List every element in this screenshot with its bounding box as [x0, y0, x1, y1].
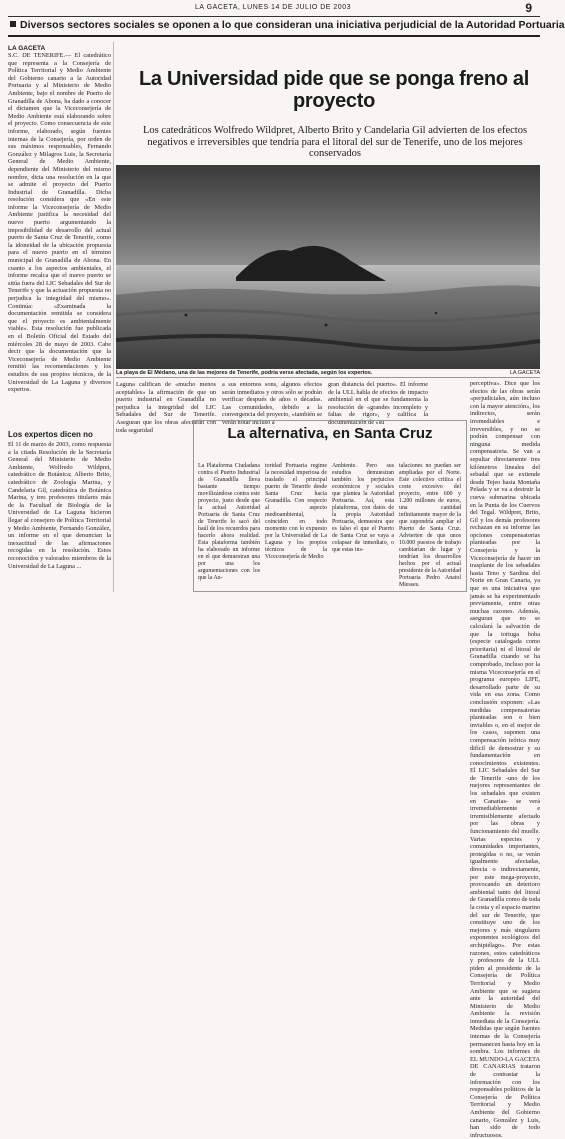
page-folio	[0, 1, 546, 16]
newspaper-date-header: LA GACETA, LUNES 14 DE JULIO DE 2003	[195, 4, 351, 11]
left-column-body-2: El 11 de marzo de 2003, como respuesta a la citada Resolución de la Secretaría General del Ministerio de Medio Ambiente, Wolfredo Wildpret, catedrático de Botánica; Alberto Brito, catedrático de Zoología Marina, y Candelaria Gil, catedrática de Botánica Marina, y tres profesores titulares más de la Facultad de Biología de la Universidad de La Laguna hicieron llegar al consejero de Política Territorial y Medio Ambiente, Fernando González, un informe en el que denuncian la inexactitud de las afirmaciones recogidas en la resolución. Estos reconocidos y valorados miembros de la Universidad de La Laguna ...	[8, 441, 111, 570]
section-kicker	[8, 19, 565, 37]
caption-text: La playa de El Médano, una de las mejores de Tenerife, podría verse afectada, según los expertos.	[116, 370, 373, 376]
left-column	[8, 45, 111, 593]
mid-column-2: a sus entornos sons, algunos efectos serán inmediatos y otros sólo se podrán verificar después de años o décadas. Las comunidades, debido a la convergencia del proyecto, «también se verán notar incluso a	[222, 381, 322, 426]
box-column-2: toridad Portuaria regime la necesidad imperiosa de traslado el principal puerto de Tenerife desde Santa Cruz hacia Granadilla. Con respecto al aspecto medioambiental, coinciden en todo momento con lo expuesto por la Universidad de La Laguna y los propios técnicos de la Viceconsejería de Medio	[265, 463, 327, 560]
byline: LA GACETA	[8, 45, 46, 52]
box-column-4: talaciones no puedan ser ampliadas por el Norte. Este colectivo critica el coste excesivo del proyecto, entre 600 y 1.200 millones de euros, una cantidad infinitamente mayor de la que supondría ampliar el Puerto de Santa Cruz. Advierten de que unos 10.000 puestos de trabajo cambiarían de lugar y tendrían los desarrollos hechos por el actual presidente de la Autoridad Portuaria Pedro Anatol Miesses.	[399, 463, 461, 588]
mid-column-1: Laguna califican de «mucho menos aceptables» la afirmación de que un puerto industrial en Granadilla no perjudica la integridad del LIC Sebadales del Sur de Tenerife. Aseguran que los obras afectarán con toda seguridad	[116, 381, 216, 434]
box-column-3: Ambiente. Pero sus estudios demuestran también los perjuicios económicos y sociales que plantea la Autoridad Portuaria. Así, esta plataforma, con datos de la propia Autoridad Portuaria, demuestra que es falso el que el Puerto de Santa Cruz se vaya a colapsar de inmediato, o que estas ins-	[332, 463, 394, 553]
top-rule	[8, 16, 540, 17]
subhead-expertos: Los expertos dicen no	[8, 430, 93, 439]
kicker-text: Diversos sectores sociales se oponen a lo que consideran una iniciativa perjudicial de la Autoridad Portuaria	[20, 19, 565, 31]
page-number: 9	[525, 1, 532, 15]
left-column-body: S.C. DE TENERIFE.— El catedrático que representa a la Consejería de Política Territorial y Medio Ambiente del Gobierno canario a la Autoridad Portuaria y al Ministerio de Medio Ambiente, bajo el nombre de Puerto de Granadilla de Abona, ha dado a conocer el dictamen que la Viceconsejería de Medio Ambiente está elaborando sobre el proyecto. Como consecuencia de este informe, elaborado, según fuentes internas de la Consejería, por orden de sus máximos responsables, Fernando González y Milagros Luis, la Secretaría General de Medio Ambiente, dependiente del Ministerio del mismo nombre, dicta una resolución en la que se admite el proyecto del Puerto Industrial de Granadilla. Dicha resolución considera que «En este informe la Viceconsejería de Medio Ambiente justifica la necesidad del nuevo puerto argumentando la imposibilidad de desarrollo del actual puerto de Santa Cruz de Tenerife, como la idoneidad de la ubicación propuesta para el nuevo puerto en el término municipal de Granadilla de Abona. En cuanto a los aspectos ambientales, el informe recalca que el nuevo puerto se sitúa fuera del LIC Sebadales del Sur de Tenerife y que la actuación propuesta no perjudica la integridad del mismo». Continúa: «Examinada la documentación remitida se considera que el proyecto es ambientalmente viable». Esta resolución fue publicada en el Boletín Oficial del Estado del miércoles 28 de mayo de 2003. Cabe decir que la documentación que la Viceconsejería de Medio Ambiente remitió las recomendaciones y los estudios de sus propios técnicos, de la Universidad de La Laguna y diversos expertos.	[8, 52, 111, 394]
box-column-1: La Plataforma Ciudadana contra el Puerto Industrial de Granadilla lleva bastante tiempo movilizándose contra este proyecto, justo desde que la actual Autoridad Portuaria de Santa Cruz de Tenerife lo sacó del baúl de los recuerdos para hacerlo ahora realidad. Esta plataforma también ha elaborado un informe en el que demuestran una por una los argumentaciones con los que la Au-	[198, 463, 260, 581]
deck: Los catedráticos Wolfredo Wildpret, Alberto Brito y Candelaria Gil advierten de los efectos negativos e irreversibles que tendría para el litoral del sur de Tenerife, uno de los mejores conservados	[142, 125, 528, 159]
bullet-square-icon	[10, 21, 16, 27]
column-divider	[113, 42, 114, 592]
right-column: perceptiva». Dice que los efectos de las obras serán «perjudiciales, aún incluso con la mayor atención», los indirectos, serán irremediables e irreversibles, y no se podrán compensar con ninguna medida compensatoria. Se van a sepultar directamente tres kilómetros lineales del sebadal que se extiende desde Tejeo hasta Montaña Pelada y se va a destruir la cueva submarina ubicada en la Punta de los Cuervos del Tegal. Wildpret, Brito, Gil y los demás profesores rechazan en su informe las opciones compensatorias planteadas por la Consejería y la Viceconsejería de hacer un trasplante de los sebadales hasta Teno y Sardina del Norte en Gran Canaria, ya que es una iniciativa que jamás se ha experimentado previamente, entre otras muchas razones. Además, aseguran que no se calculará la salvación de que la tortuga boba (especie catalogada como prioritaria) ni el litoral de Granadilla cuando se ha comprobado, incluso por la misma Viceconsejería en el programa europeo LIFE, desarrollado parte de su vida en esa zona. Como conclusión exponen: «Las medidas compensatorias planteadas son o bien inviables o, en el mejor de los casos, suponen una compensación teórica muy difícil de demostrar y su fundamentación en conocimientos existentes. El LIC Sebadales del Sur de Tenerife -uno de los mejores representantes de los sebadales que existen en Canarias- se verá irremediablemente e irremisiblemente afectado por las obras y funcionamiento del muelle. Varias especies y comunidades importantes, protegidas o no, se verán igualmente afectadas, directa o indirectamente, por este mega-proyecto, provocando un deterioro ambiental tanto del litoral de Granadilla como de toda la costa y el espacio marino del sur de Tenerife, que constituye uno de los mejores y más singulares exponentes ecológicos del archipiélago». Por estas razones, estos catedráticos y profesores de la ULL piden al presidente de la Consejería de Política Territorial y Medio Ambiente que se sugiera ante la autoridad del Ministerio de Medio Ambiente la revisión inmediata de la Consejería. Medidas que según fuentes internas de la Consejería permanecen hasta hoy en la sombra. Los informes de EL MUNDO-LA GACETA DE CANARIAS trataron de contrastar la información con los responsables políticos de la Consejería de Política Territorial y Medio Ambiente del Gobierno canario, González y Luis, han sido de todo infructuosos.	[470, 380, 540, 1139]
mid-column-3: gran distancia del puerto». El informe de la ULL habla de efectos de impacto ambiental en el que se fundamenta la resolución de «grandes incompleto y faltas de rigor», y califica la documentación de «su	[328, 381, 428, 426]
sidebar-box-headline: La alternativa, en Santa Cruz	[227, 425, 433, 442]
photo-credit: LA GACETA	[509, 370, 540, 376]
headline: La Universidad pide que se ponga freno al proyecto	[138, 68, 529, 112]
